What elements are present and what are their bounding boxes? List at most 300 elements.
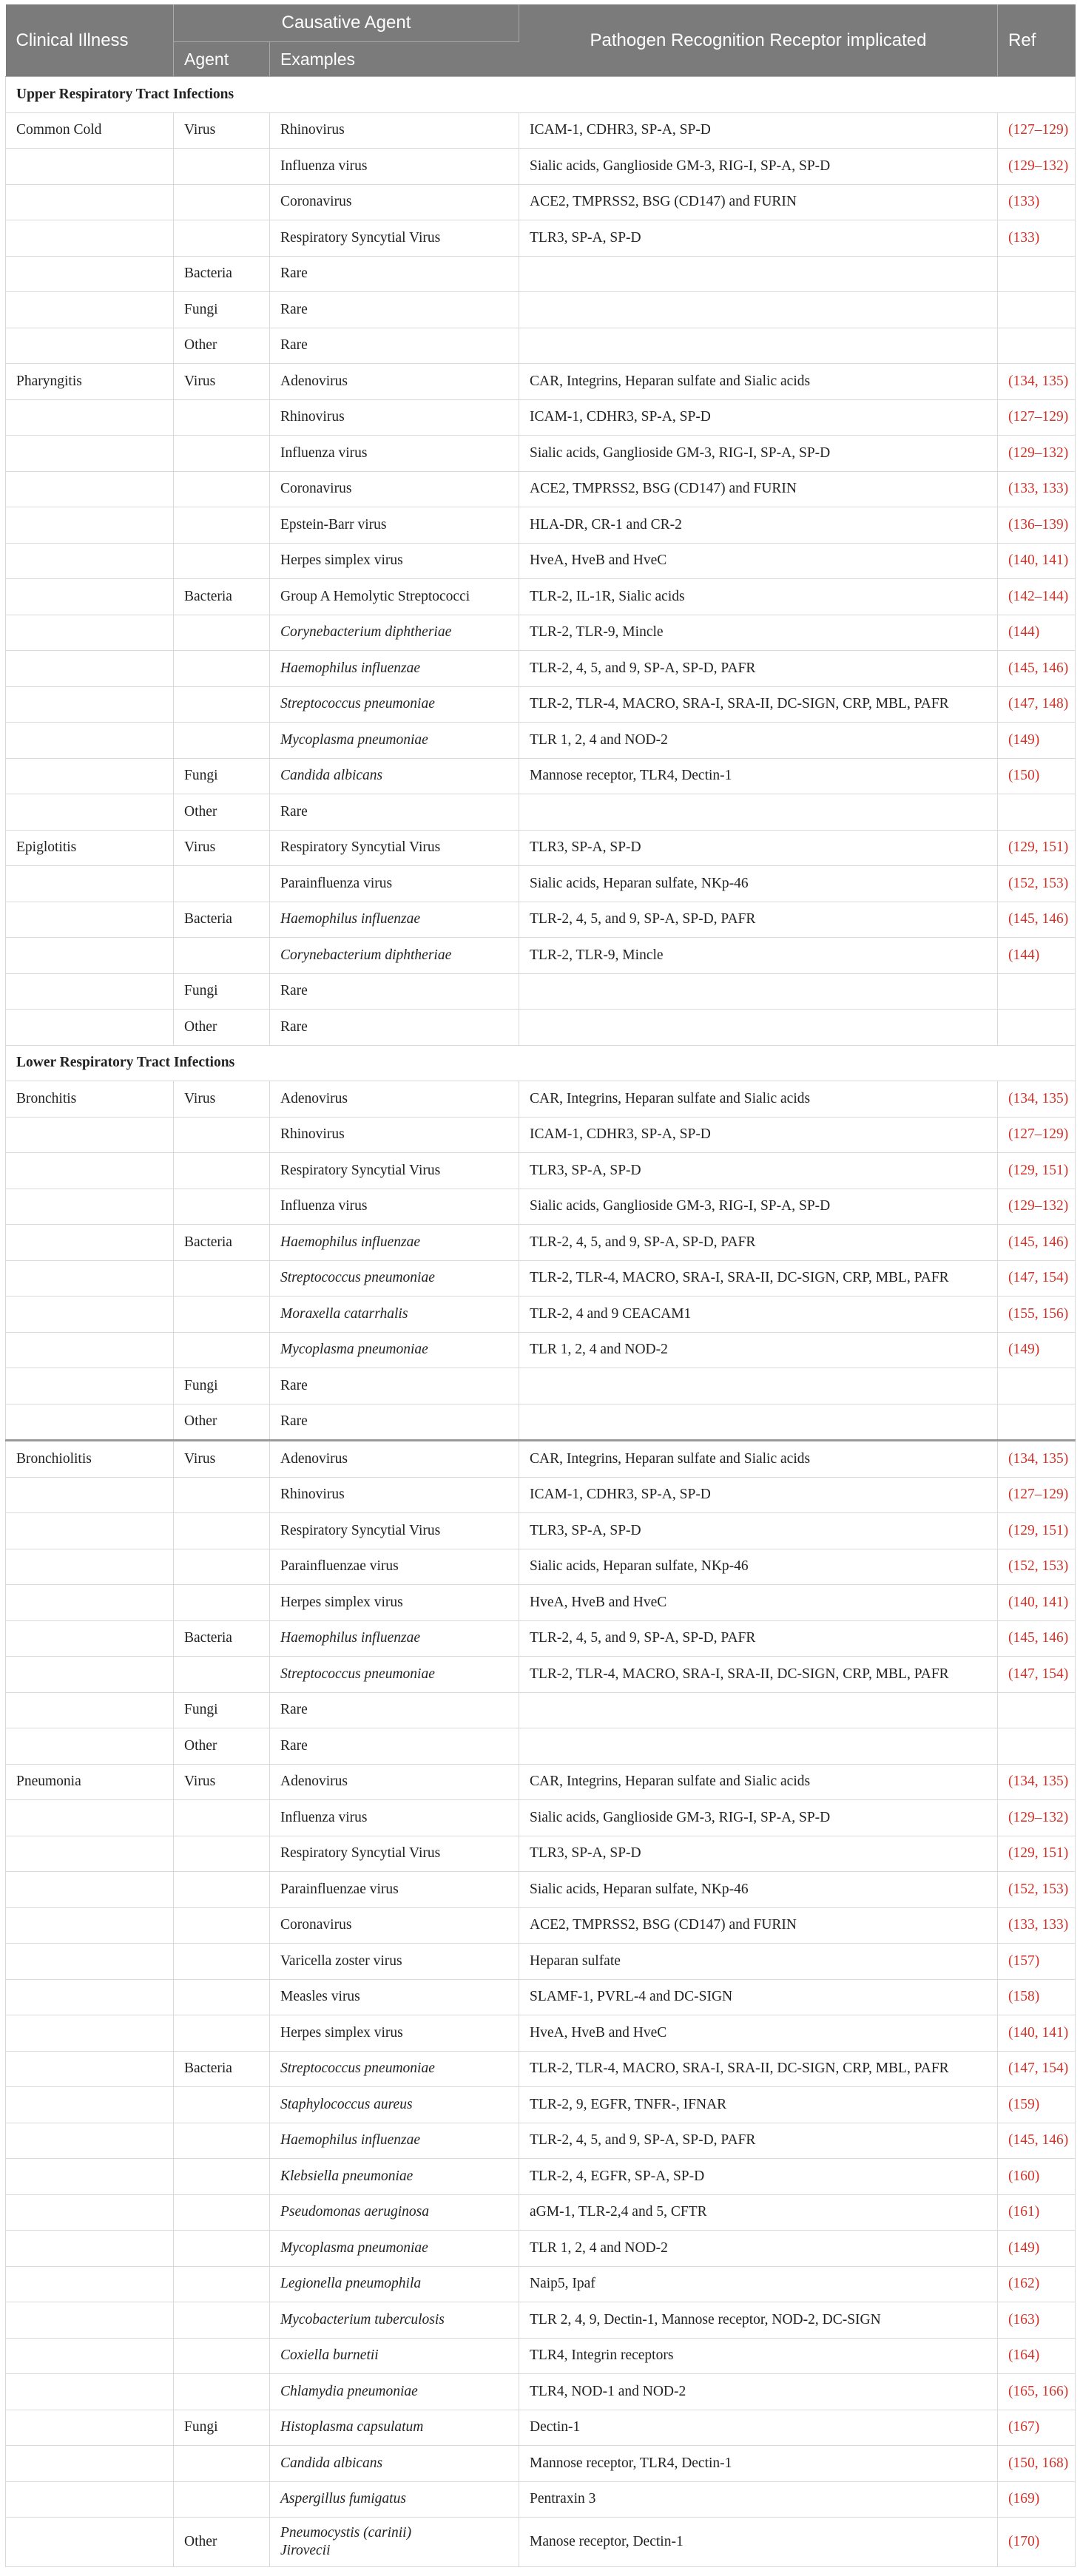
cell-example bbox=[270, 902, 519, 938]
ref-paren-close: ) bbox=[1063, 1809, 1069, 1825]
ref-paren-close: ) bbox=[1034, 2239, 1040, 2256]
ref-paren-open: ( bbox=[1008, 2419, 1013, 2435]
cell-clinical-illness bbox=[6, 1332, 174, 1368]
ref-paren-open: ( bbox=[1008, 624, 1013, 640]
cell-clinical-illness bbox=[6, 1260, 174, 1297]
ref-link[interactable]: 170 bbox=[1013, 2534, 1035, 2549]
cell-ref bbox=[998, 794, 1076, 831]
cell-ref bbox=[998, 1692, 1076, 1728]
ref-paren-open: ( bbox=[1008, 1917, 1013, 1933]
example-text: Haemophilus influenzae bbox=[280, 660, 421, 676]
ref-link[interactable]: 157 bbox=[1013, 1953, 1035, 1969]
ref-link[interactable]: 140 bbox=[1013, 552, 1035, 569]
ref-link[interactable]: 140 bbox=[1013, 2024, 1035, 2041]
cell-prr: CAR, Integrins, Heparan sulfate and Sialic acids bbox=[519, 1441, 998, 1478]
cell-clinical-illness: Bronchitis bbox=[6, 1081, 174, 1118]
example-text: Adenovirus bbox=[280, 1774, 348, 1790]
ref-paren-open: ( bbox=[1008, 1594, 1013, 1610]
ref-link[interactable]: 135 bbox=[1042, 1774, 1064, 1790]
cell-example bbox=[270, 149, 519, 185]
ref-link[interactable]: 133 bbox=[1013, 1917, 1035, 1933]
ref-link[interactable]: 135 bbox=[1042, 1090, 1064, 1106]
ref-link[interactable]: 151 bbox=[1042, 1845, 1064, 1862]
ref-paren-close: ) bbox=[1034, 194, 1040, 210]
cell-ref bbox=[998, 1800, 1076, 1836]
cell-clinical-illness bbox=[6, 292, 174, 328]
ref-paren-open: ( bbox=[1008, 731, 1013, 748]
ref-link[interactable]: 158 bbox=[1013, 1989, 1035, 2005]
cell-ref bbox=[998, 2338, 1076, 2374]
cell-prr: CAR, Integrins, Heparan sulfate and Sialic acids bbox=[519, 1081, 998, 1118]
cell-example bbox=[270, 2446, 519, 2482]
ref-paren-close: ) bbox=[1034, 731, 1040, 748]
ref-link[interactable]: 134 bbox=[1013, 1774, 1035, 1790]
ref-paren-close: ) bbox=[1034, 2204, 1040, 2220]
cell-agent bbox=[174, 543, 270, 579]
cell-prr: SLAMF-1, PVRL-4 and DC-SIGN bbox=[519, 1979, 998, 2015]
example-text: Haemophilus influenzae bbox=[280, 1630, 421, 1646]
example-text: Rare bbox=[280, 301, 308, 317]
cell-prr: TLR4, NOD-1 and NOD-2 bbox=[519, 2374, 998, 2410]
cell-ref bbox=[998, 112, 1076, 149]
cell-agent: Fungi bbox=[174, 2410, 270, 2446]
example-text: Herpes simplex virus bbox=[280, 552, 403, 569]
ref-link[interactable]: 127–129 bbox=[1013, 122, 1064, 138]
cell-clinical-illness bbox=[6, 399, 174, 436]
ref-link[interactable]: 150 bbox=[1013, 2455, 1035, 2471]
ref-paren-close: ) bbox=[1034, 947, 1040, 963]
ref-link[interactable]: 164 bbox=[1013, 2347, 1035, 2364]
ref-link[interactable]: 163 bbox=[1013, 2311, 1035, 2327]
ref-link[interactable]: 146 bbox=[1042, 911, 1064, 927]
example-text: Herpes simplex virus bbox=[280, 2024, 403, 2041]
ref-link[interactable]: 149 bbox=[1013, 731, 1035, 748]
cell-clinical-illness bbox=[6, 184, 174, 220]
ref-link[interactable]: 133 bbox=[1013, 229, 1035, 246]
ref-paren-open: ( bbox=[1008, 588, 1013, 604]
cell-ref bbox=[998, 1513, 1076, 1549]
cell-agent bbox=[174, 2194, 270, 2231]
cell-example bbox=[270, 1297, 519, 1333]
example-text: Rhinovirus bbox=[280, 122, 345, 138]
ref-separator: , bbox=[1034, 1234, 1042, 1250]
ref-link[interactable]: 145 bbox=[1013, 1234, 1035, 1250]
example-text: Rare bbox=[280, 1737, 308, 1754]
example-text: Staphylococcus aureus bbox=[280, 2096, 413, 2112]
cell-clinical-illness bbox=[6, 2410, 174, 2446]
table-row bbox=[6, 2302, 1076, 2339]
ref-link[interactable]: 133 bbox=[1042, 1917, 1064, 1933]
ref-link[interactable]: 129–132 bbox=[1013, 1809, 1064, 1825]
cell-agent bbox=[174, 1189, 270, 1225]
ref-link[interactable]: 154 bbox=[1042, 1666, 1064, 1682]
table-body bbox=[6, 77, 1076, 2567]
example-text: Rhinovirus bbox=[280, 1126, 345, 1143]
ref-link[interactable]: 133 bbox=[1042, 481, 1064, 497]
cell-clinical-illness bbox=[6, 2481, 174, 2518]
header-agent: Agent bbox=[174, 42, 270, 77]
cell-example bbox=[270, 1081, 519, 1118]
cell-prr: TLR-2, IL-1R, Sialic acids bbox=[519, 579, 998, 615]
ref-link[interactable]: 127–129 bbox=[1013, 1487, 1064, 1503]
cell-agent bbox=[174, 507, 270, 544]
cell-agent: Bacteria bbox=[174, 579, 270, 615]
example-text: Parainfluenza virus bbox=[280, 875, 393, 891]
ref-separator: , bbox=[1034, 2132, 1042, 2149]
ref-link[interactable]: 134 bbox=[1013, 1450, 1035, 1467]
example-text: Respiratory Syncytial Virus bbox=[280, 839, 441, 856]
ref-paren-close: ) bbox=[1034, 1989, 1040, 2005]
cell-prr: HveA, HveB and HveC bbox=[519, 1585, 998, 1621]
ref-link[interactable]: 129 bbox=[1013, 1845, 1035, 1862]
ref-paren-open: ( bbox=[1008, 1162, 1013, 1178]
ref-link[interactable]: 168 bbox=[1042, 2455, 1064, 2471]
cell-agent bbox=[174, 2159, 270, 2195]
cell-prr: Manose receptor, Dectin-1 bbox=[519, 2518, 998, 2567]
ref-link[interactable]: 149 bbox=[1013, 1342, 1035, 1358]
cell-ref bbox=[998, 1368, 1076, 1404]
example-text: Streptococcus pneumoniae bbox=[280, 1270, 435, 1286]
ref-paren-close: ) bbox=[1034, 2096, 1040, 2112]
cell-clinical-illness: Common Cold bbox=[6, 112, 174, 149]
cell-agent bbox=[174, 1872, 270, 1908]
ref-link[interactable]: 144 bbox=[1013, 947, 1035, 963]
ref-paren-close: ) bbox=[1063, 2132, 1069, 2149]
cell-example bbox=[270, 220, 519, 257]
ref-link[interactable]: 129 bbox=[1013, 1162, 1035, 1178]
ref-paren-open: ( bbox=[1008, 768, 1013, 784]
cell-ref bbox=[998, 1404, 1076, 1441]
ref-link[interactable]: 145 bbox=[1013, 660, 1035, 676]
section-row bbox=[6, 1045, 1076, 1081]
ref-link[interactable]: 147 bbox=[1013, 1270, 1035, 1286]
ref-link[interactable]: 153 bbox=[1042, 875, 1064, 891]
ref-link[interactable]: 147 bbox=[1013, 1666, 1035, 1682]
cell-ref bbox=[998, 2481, 1076, 2518]
table-row bbox=[6, 758, 1076, 794]
cell-prr: TLR-2, TLR-9, Mincle bbox=[519, 615, 998, 651]
cell-agent bbox=[174, 1944, 270, 1980]
cell-clinical-illness bbox=[6, 220, 174, 257]
cell-prr: Sialic acids, Ganglioside GM-3, RIG-I, SP-A, SP-D bbox=[519, 436, 998, 472]
ref-link[interactable]: 140 bbox=[1013, 1594, 1035, 1610]
cell-ref bbox=[998, 543, 1076, 579]
ref-link[interactable]: 129 bbox=[1013, 1522, 1035, 1538]
ref-link[interactable]: 151 bbox=[1042, 839, 1064, 856]
table-row bbox=[6, 830, 1076, 866]
ref-link[interactable]: 151 bbox=[1042, 1162, 1064, 1178]
cell-agent bbox=[174, 399, 270, 436]
ref-link[interactable]: 159 bbox=[1013, 2096, 1035, 2112]
table-row bbox=[6, 436, 1076, 472]
ref-paren-open: ( bbox=[1008, 875, 1013, 891]
cell-clinical-illness bbox=[6, 1979, 174, 2015]
table-row bbox=[6, 1872, 1076, 1908]
ref-paren-close: ) bbox=[1063, 1198, 1069, 1214]
cell-clinical-illness bbox=[6, 1872, 174, 1908]
table-row bbox=[6, 902, 1076, 938]
table-row bbox=[6, 1549, 1076, 1585]
cell-example bbox=[270, 2302, 519, 2339]
cell-prr: ICAM-1, CDHR3, SP-A, SP-D bbox=[519, 399, 998, 436]
ref-paren-close: ) bbox=[1034, 2534, 1040, 2549]
ref-link[interactable]: 146 bbox=[1042, 660, 1064, 676]
cell-example bbox=[270, 1907, 519, 1944]
ref-separator: , bbox=[1034, 1522, 1042, 1538]
ref-paren-close: ) bbox=[1063, 1305, 1069, 1322]
ref-link[interactable]: 134 bbox=[1013, 373, 1035, 389]
cell-agent: Bacteria bbox=[174, 902, 270, 938]
ref-link[interactable]: 162 bbox=[1013, 2276, 1035, 2292]
ref-paren-close: ) bbox=[1063, 2024, 1069, 2041]
cell-clinical-illness bbox=[6, 1657, 174, 1693]
ref-separator: , bbox=[1034, 1162, 1042, 1178]
ref-link[interactable]: 165 bbox=[1013, 2383, 1035, 2399]
cell-clinical-illness bbox=[6, 1189, 174, 1225]
table-row bbox=[6, 973, 1076, 1010]
example-text: Haemophilus influenzae bbox=[280, 2132, 421, 2149]
cell-clinical-illness: Bronchiolitis bbox=[6, 1441, 174, 1478]
ref-link[interactable]: 129–132 bbox=[1013, 158, 1064, 174]
cell-ref bbox=[998, 1010, 1076, 1046]
cell-clinical-illness bbox=[6, 2338, 174, 2374]
cell-prr bbox=[519, 1728, 998, 1765]
cell-ref bbox=[998, 1117, 1076, 1153]
cell-clinical-illness bbox=[6, 1153, 174, 1189]
ref-link[interactable]: 141 bbox=[1042, 552, 1064, 569]
ref-paren-open: ( bbox=[1008, 373, 1013, 389]
table-row bbox=[6, 1368, 1076, 1404]
ref-link[interactable]: 153 bbox=[1042, 1558, 1064, 1575]
ref-link[interactable]: 161 bbox=[1013, 2204, 1035, 2220]
cell-clinical-illness bbox=[6, 328, 174, 364]
ref-separator: , bbox=[1034, 875, 1042, 891]
cell-ref bbox=[998, 2051, 1076, 2087]
cell-example bbox=[270, 2194, 519, 2231]
ref-link[interactable]: 141 bbox=[1042, 1594, 1064, 1610]
cell-prr: TLR 1, 2, 4 and NOD-2 bbox=[519, 723, 998, 759]
table-row bbox=[6, 1297, 1076, 1333]
cell-example bbox=[270, 938, 519, 974]
ref-link[interactable]: 136–139 bbox=[1013, 516, 1064, 533]
table-row bbox=[6, 1404, 1076, 1441]
cell-clinical-illness: Epiglotitis bbox=[6, 830, 174, 866]
ref-link[interactable]: 127–129 bbox=[1013, 409, 1064, 425]
ref-link[interactable]: 148 bbox=[1042, 696, 1064, 712]
cell-example bbox=[270, 1585, 519, 1621]
cell-prr: TLR-2, 4, 5, and 9, SP-A, SP-D, PAFR bbox=[519, 1225, 998, 1261]
ref-link[interactable]: 152 bbox=[1013, 1558, 1035, 1575]
ref-link[interactable]: 146 bbox=[1042, 1630, 1064, 1646]
ref-link[interactable]: 145 bbox=[1013, 2132, 1035, 2149]
ref-link[interactable]: 133 bbox=[1013, 194, 1035, 210]
ref-link[interactable]: 149 bbox=[1013, 2239, 1035, 2256]
ref-paren-close: ) bbox=[1034, 768, 1040, 784]
example-text: Rare bbox=[280, 1413, 308, 1430]
ref-paren-open: ( bbox=[1008, 1809, 1013, 1825]
ref-paren-open: ( bbox=[1008, 1126, 1013, 1143]
ref-link[interactable]: 145 bbox=[1013, 911, 1035, 927]
ref-separator: , bbox=[1034, 1090, 1042, 1106]
cell-prr bbox=[519, 973, 998, 1010]
ref-link[interactable]: 135 bbox=[1042, 373, 1064, 389]
ref-paren-open: ( bbox=[1008, 122, 1013, 138]
ref-link[interactable]: 154 bbox=[1042, 1270, 1064, 1286]
cell-example bbox=[270, 1979, 519, 2015]
cell-prr bbox=[519, 1010, 998, 1046]
cell-clinical-illness bbox=[6, 1477, 174, 1513]
cell-prr: Sialic acids, Heparan sulfate, NKp-46 bbox=[519, 1549, 998, 1585]
ref-link[interactable]: 155 bbox=[1013, 1305, 1035, 1322]
ref-paren-close: ) bbox=[1063, 1270, 1069, 1286]
ref-link[interactable]: 147 bbox=[1013, 2061, 1035, 2077]
cell-prr: HLA-DR, CR-1 and CR-2 bbox=[519, 507, 998, 544]
cell-prr: TLR-2, TLR-4, MACRO, SRA-I, SRA-II, DC-SIGN, CRP, MBL, PAFR bbox=[519, 2051, 998, 2087]
ref-separator: , bbox=[1034, 911, 1042, 927]
cell-example bbox=[270, 1010, 519, 1046]
cell-ref bbox=[998, 256, 1076, 292]
table-row bbox=[6, 1764, 1076, 1800]
ref-link[interactable]: 151 bbox=[1042, 1522, 1064, 1538]
ref-link[interactable]: 169 bbox=[1013, 2491, 1035, 2507]
ref-paren-open: ( bbox=[1008, 2204, 1013, 2220]
ref-paren-open: ( bbox=[1008, 1234, 1013, 1250]
table-row bbox=[6, 2446, 1076, 2482]
ref-link[interactable]: 152 bbox=[1013, 1881, 1035, 1897]
cell-ref bbox=[998, 1260, 1076, 1297]
cell-example bbox=[270, 1260, 519, 1297]
cell-example bbox=[270, 1153, 519, 1189]
cell-example bbox=[270, 866, 519, 902]
ref-link[interactable]: 150 bbox=[1013, 768, 1035, 784]
cell-example bbox=[270, 758, 519, 794]
ref-link[interactable]: 154 bbox=[1042, 2061, 1064, 2077]
ref-paren-close: ) bbox=[1034, 1342, 1040, 1358]
ref-link[interactable]: 129–132 bbox=[1013, 444, 1064, 461]
ref-link[interactable]: 141 bbox=[1042, 2024, 1064, 2041]
cell-example bbox=[270, 1477, 519, 1513]
cell-example bbox=[270, 328, 519, 364]
example-text: Epstein-Barr virus bbox=[280, 516, 387, 533]
cell-agent bbox=[174, 1117, 270, 1153]
ref-link[interactable]: 152 bbox=[1013, 875, 1035, 891]
ref-link[interactable]: 127–129 bbox=[1013, 1126, 1064, 1143]
ref-paren-close: ) bbox=[1063, 1845, 1069, 1862]
ref-paren-close: ) bbox=[1034, 2276, 1040, 2292]
cell-prr: TLR3, SP-A, SP-D bbox=[519, 220, 998, 257]
ref-link[interactable]: 129 bbox=[1013, 839, 1035, 856]
cell-ref bbox=[998, 1477, 1076, 1513]
cell-prr: TLR-2, TLR-9, Mincle bbox=[519, 938, 998, 974]
cell-example bbox=[270, 1800, 519, 1836]
ref-separator: , bbox=[1034, 552, 1042, 569]
ref-link[interactable]: 145 bbox=[1013, 1630, 1035, 1646]
cell-example bbox=[270, 1404, 519, 1441]
table-row bbox=[6, 256, 1076, 292]
table-row bbox=[6, 292, 1076, 328]
cell-ref bbox=[998, 2302, 1076, 2339]
cell-clinical-illness bbox=[6, 902, 174, 938]
cell-clinical-illness bbox=[6, 723, 174, 759]
table-row bbox=[6, 1979, 1076, 2015]
ref-link[interactable]: 146 bbox=[1042, 2132, 1064, 2149]
ref-paren-close: ) bbox=[1063, 839, 1069, 856]
table-row bbox=[6, 1081, 1076, 1118]
respiratory-infections-table bbox=[5, 4, 1076, 2567]
cell-agent bbox=[174, 1513, 270, 1549]
cell-clinical-illness bbox=[6, 256, 174, 292]
ref-paren-open: ( bbox=[1008, 1953, 1013, 1969]
cell-clinical-illness bbox=[6, 579, 174, 615]
cell-agent: Other bbox=[174, 2518, 270, 2567]
cell-agent bbox=[174, 1477, 270, 1513]
cell-clinical-illness bbox=[6, 1907, 174, 1944]
table-row bbox=[6, 2231, 1076, 2267]
table-row bbox=[6, 1513, 1076, 1549]
cell-example bbox=[270, 1764, 519, 1800]
ref-separator: , bbox=[1034, 1558, 1042, 1575]
cell-ref bbox=[998, 2231, 1076, 2267]
ref-link[interactable]: 156 bbox=[1042, 1305, 1064, 1322]
ref-link[interactable]: 166 bbox=[1042, 2383, 1064, 2399]
cell-example bbox=[270, 1368, 519, 1404]
table-row bbox=[6, 723, 1076, 759]
ref-link[interactable]: 133 bbox=[1013, 481, 1035, 497]
ref-paren-close: ) bbox=[1034, 229, 1040, 246]
ref-link[interactable]: 135 bbox=[1042, 1450, 1064, 1467]
table-row bbox=[6, 184, 1076, 220]
ref-link[interactable]: 129–132 bbox=[1013, 1198, 1064, 1214]
cell-clinical-illness bbox=[6, 794, 174, 831]
example-text: Coronavirus bbox=[280, 194, 352, 210]
table-row bbox=[6, 2123, 1076, 2159]
example-text: Haemophilus influenzae bbox=[280, 911, 421, 927]
cell-agent bbox=[174, 1585, 270, 1621]
ref-link[interactable]: 147 bbox=[1013, 696, 1035, 712]
cell-ref bbox=[998, 1872, 1076, 1908]
cell-clinical-illness bbox=[6, 1620, 174, 1657]
table-header bbox=[6, 4, 1076, 77]
cell-prr bbox=[519, 1692, 998, 1728]
example-text: Rare bbox=[280, 1377, 308, 1393]
example-text: Corynebacterium diphtheriae bbox=[280, 947, 452, 963]
ref-paren-open: ( bbox=[1008, 2024, 1013, 2041]
ref-link[interactable]: 142–144 bbox=[1013, 588, 1064, 604]
ref-paren-open: ( bbox=[1008, 2311, 1013, 2327]
ref-paren-open: ( bbox=[1008, 158, 1013, 174]
ref-link[interactable]: 167 bbox=[1013, 2419, 1035, 2435]
cell-example bbox=[270, 184, 519, 220]
ref-paren-open: ( bbox=[1008, 1881, 1013, 1897]
cell-ref bbox=[998, 2087, 1076, 2123]
cell-clinical-illness bbox=[6, 2231, 174, 2267]
ref-link[interactable]: 134 bbox=[1013, 1090, 1035, 1106]
example-text: Klebsiella pneumoniae bbox=[280, 2168, 414, 2184]
cell-ref bbox=[998, 830, 1076, 866]
cell-ref bbox=[998, 2374, 1076, 2410]
ref-link[interactable]: 146 bbox=[1042, 1234, 1064, 1250]
ref-link[interactable]: 160 bbox=[1013, 2168, 1035, 2184]
table-row bbox=[6, 1620, 1076, 1657]
ref-paren-open: ( bbox=[1008, 194, 1013, 210]
ref-link[interactable]: 144 bbox=[1013, 624, 1035, 640]
ref-separator: , bbox=[1034, 1881, 1042, 1897]
cell-prr: Sialic acids, Heparan sulfate, NKp-46 bbox=[519, 866, 998, 902]
ref-link[interactable]: 153 bbox=[1042, 1881, 1064, 1897]
cell-example bbox=[270, 1225, 519, 1261]
cell-clinical-illness bbox=[6, 1692, 174, 1728]
ref-paren-close: ) bbox=[1063, 1234, 1069, 1250]
